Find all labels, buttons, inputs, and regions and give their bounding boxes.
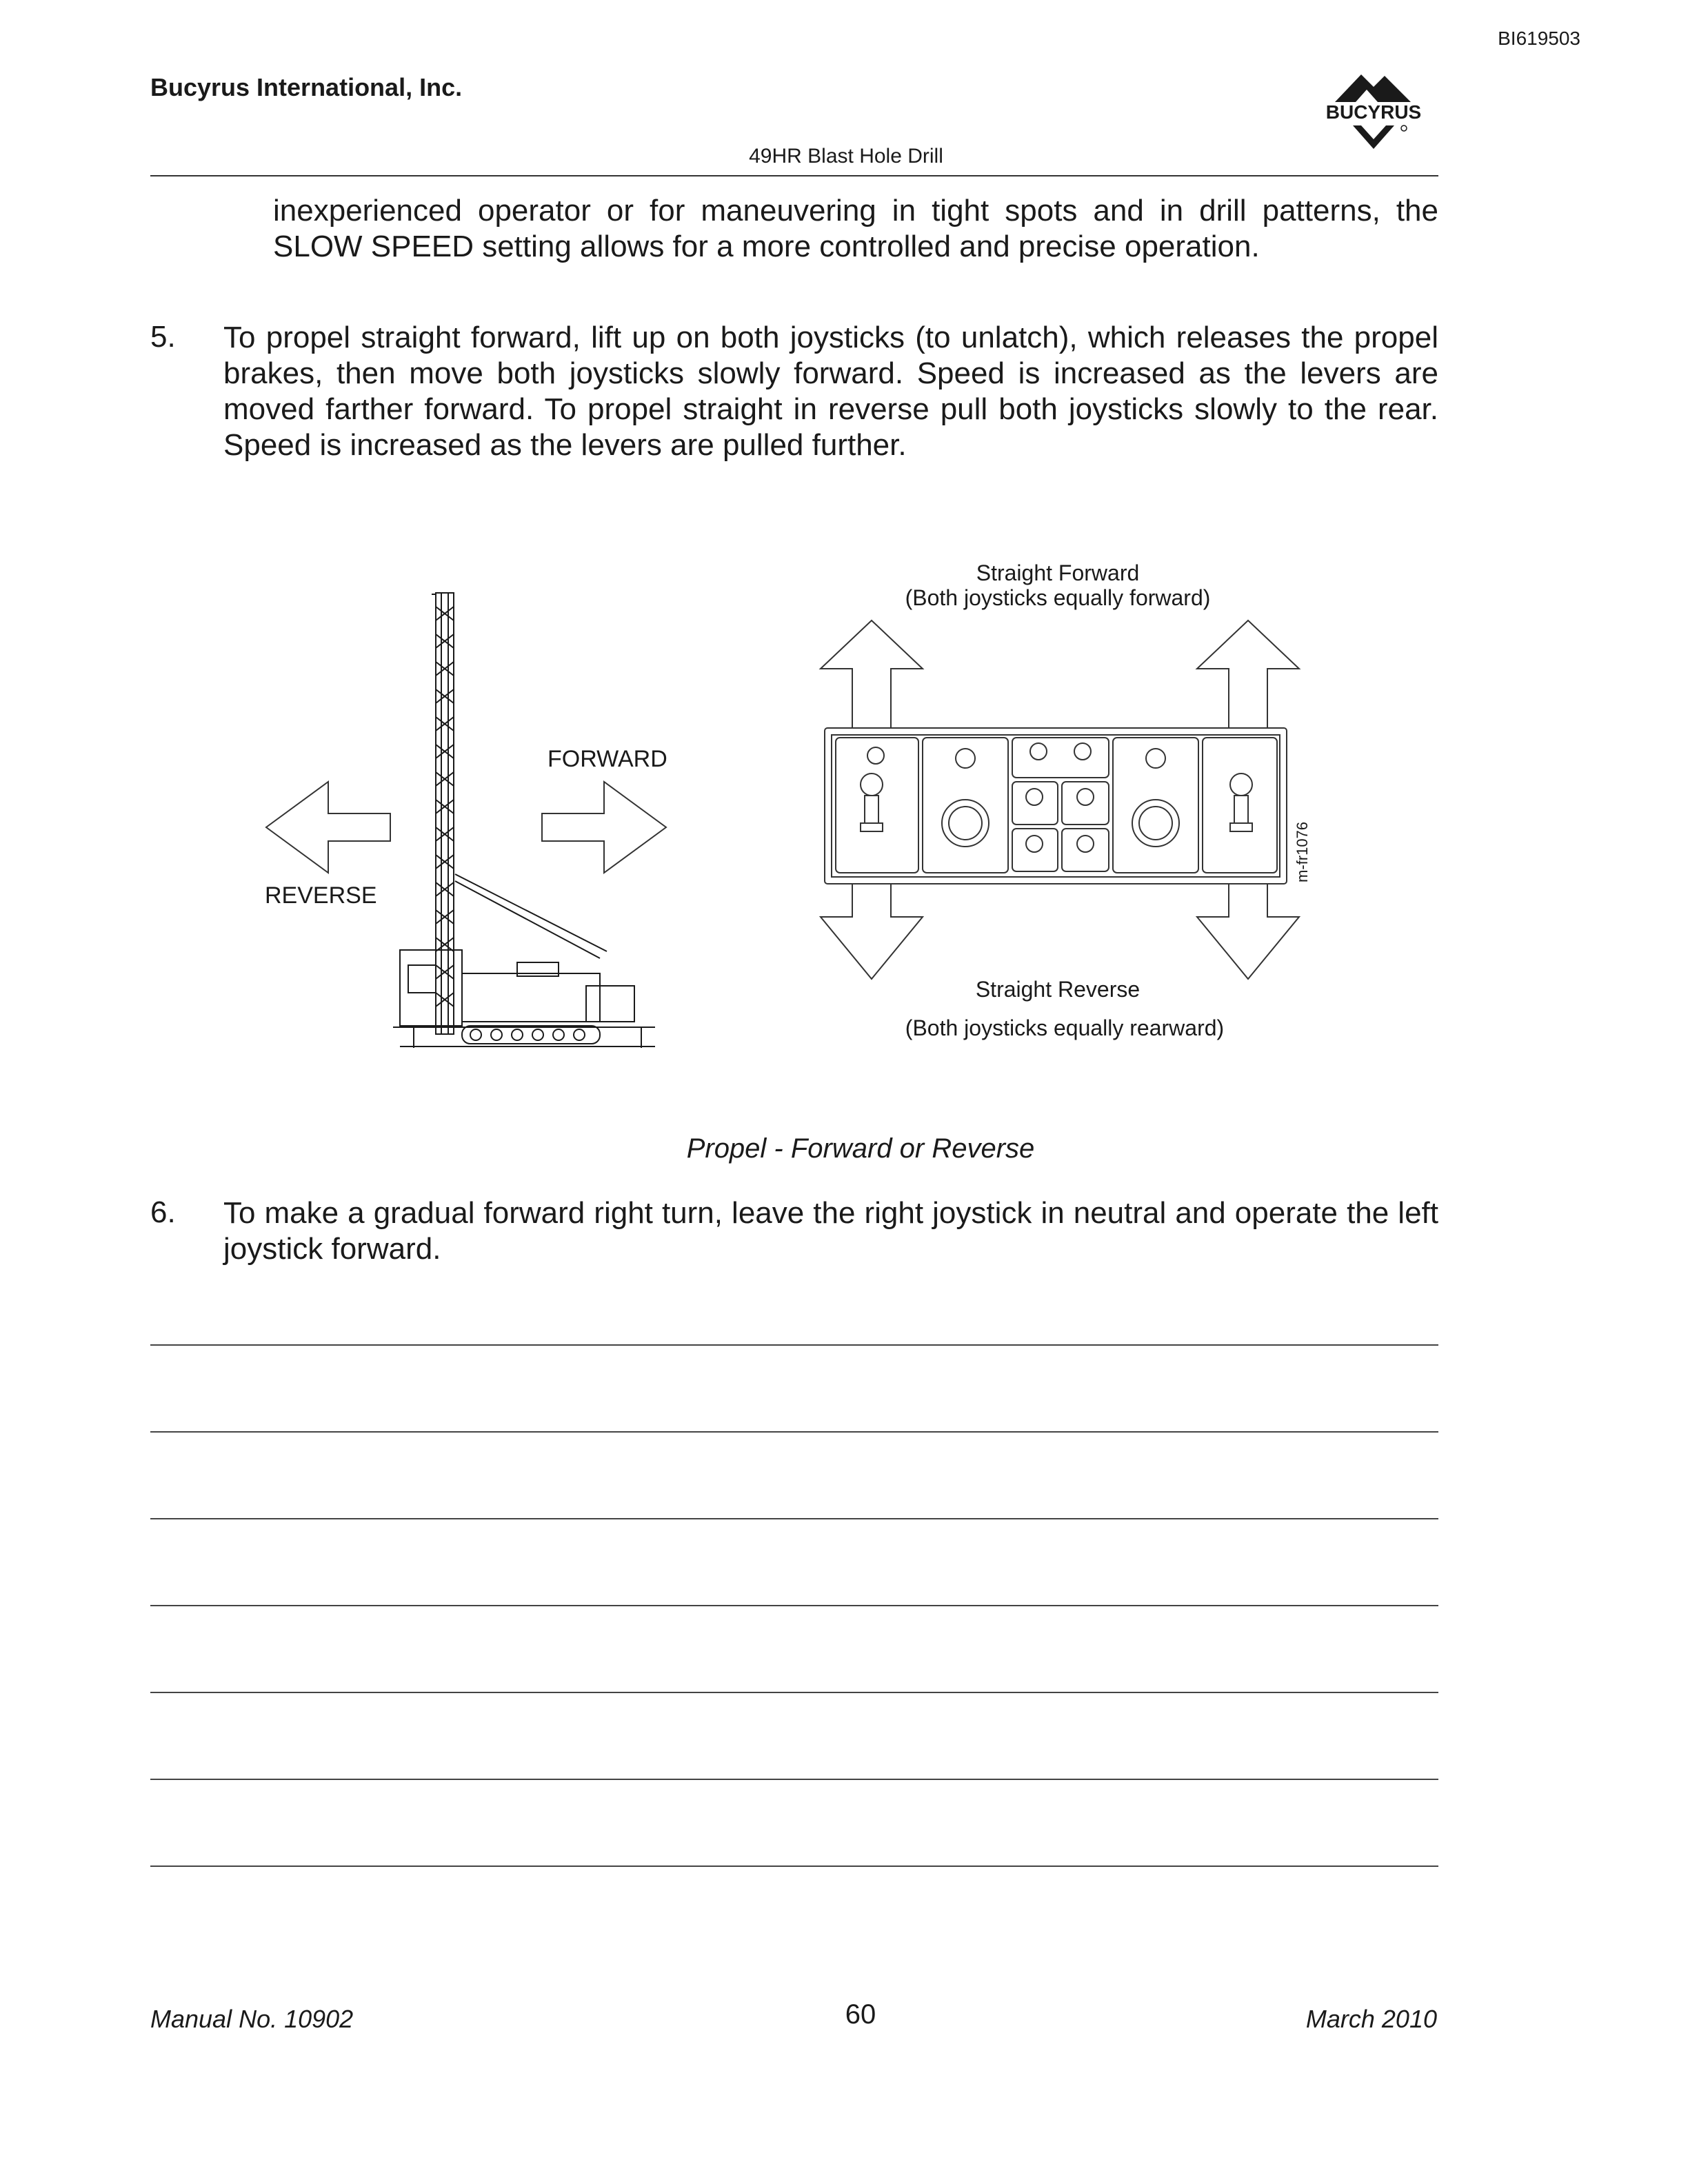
item-number: 5. [150, 320, 176, 354]
document-subtitle: 49HR Blast Hole Drill [749, 145, 943, 168]
straight-forward-sub: (Both joysticks equally forward) [905, 585, 1211, 610]
item-text: To propel straight forward, lift up on both joysticks (to unlatch), which releases the propel brakes, then move both joysticks slowly forward. Speed is increased as the levers are moved farther forward. To propel straight in reverse pull both joysticks slowly to the rear. Speed is increased as the levers are pulled further. [223, 321, 1438, 462]
forward-label: FORWARD [547, 746, 667, 772]
continuation-paragraph: inexperienced operator or for maneuvering in tight spots and in drill patterns, the SLOW SPEED setting allows for a more controlled and precise operation. [273, 194, 1438, 263]
straight-forward-label: Straight Forward [976, 560, 1140, 585]
reverse-label: REVERSE [265, 882, 377, 909]
straight-reverse-sub: (Both joysticks equally rearward) [905, 1015, 1225, 1040]
straight-reverse-label: Straight Reverse [975, 977, 1141, 1002]
forward-arrow-icon [542, 782, 666, 873]
note-line [150, 1431, 1438, 1433]
item-number: 6. [150, 1195, 176, 1229]
note-line [150, 1518, 1438, 1519]
left-up-arrow-icon [821, 620, 923, 738]
note-line [150, 1692, 1438, 1693]
footer-date: March 2010 [1305, 2005, 1437, 2033]
note-line [150, 1605, 1438, 1606]
note-line [150, 1344, 1438, 1346]
logo-text: BUCYRUS [1325, 101, 1422, 123]
right-up-arrow-icon [1197, 620, 1299, 738]
propel-figure [255, 552, 1317, 1075]
note-line [150, 1866, 1438, 1867]
reverse-arrow-icon [266, 782, 390, 873]
footer-page-number: 60 [845, 1999, 876, 2030]
joystick-control-panel [825, 728, 1287, 884]
figure-code: m-fr1076 [1294, 821, 1311, 882]
note-line [150, 1779, 1438, 1780]
item-text: To make a gradual forward right turn, leave the right joystick in neutral and operate the left joystick forward. [223, 1196, 1438, 1266]
document-id: BI619503 [1498, 28, 1580, 49]
header-rule [150, 175, 1438, 176]
footer-manual-number: Manual No. 10902 [150, 2005, 354, 2033]
company-name: Bucyrus International, Inc. [150, 73, 463, 101]
bucyrus-logo [1307, 69, 1438, 152]
figure-caption: Propel - Forward or Reverse [686, 1133, 1035, 1164]
